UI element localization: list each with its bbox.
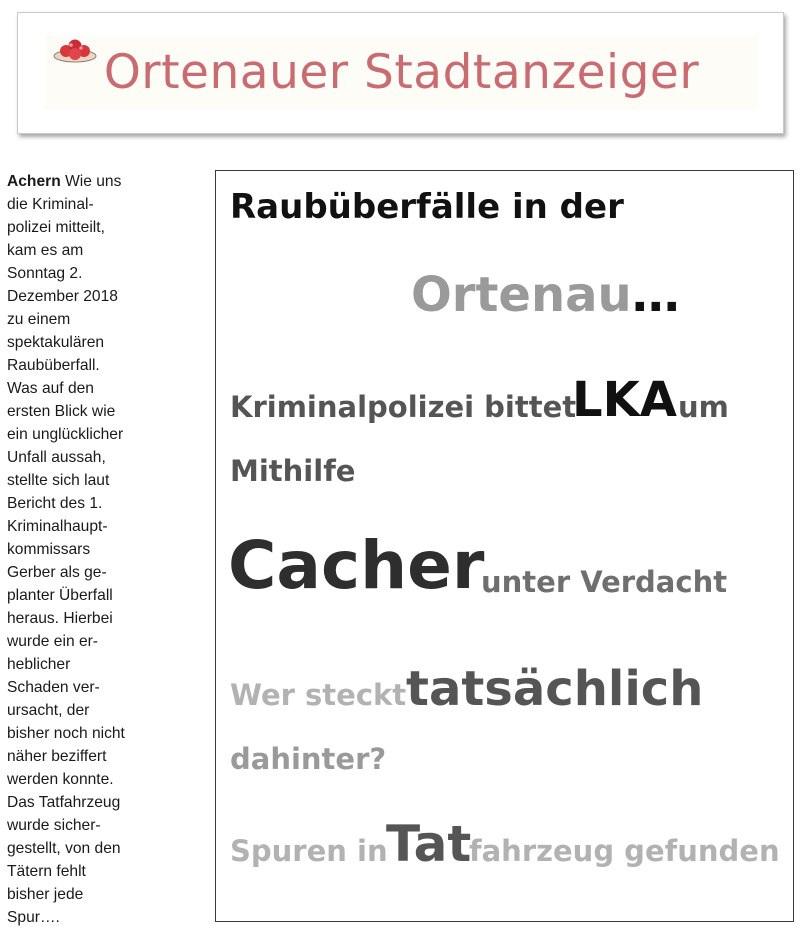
masthead-inner (45, 36, 758, 110)
article-text-line: gestellt, von den (7, 840, 121, 857)
word-mithilfe: Mithilfe (230, 454, 356, 488)
word-unter-verdacht: unter Verdacht (481, 565, 728, 599)
word-ortenau-text: Ortenau (411, 267, 632, 323)
article-body (7, 193, 147, 929)
article-text-line: bisher noch nicht (7, 725, 125, 742)
wordcloud-box (215, 170, 794, 922)
article-text-line: Raubüberfall. (7, 357, 100, 374)
article-text-line: wurde sicher- (7, 817, 101, 834)
article-text-line: Gerber als ge- (7, 564, 107, 581)
article-text-line: Was auf den (7, 380, 94, 397)
word-wer-steckt: Wer steckt (230, 678, 407, 712)
article-text-line: stellte sich laut (7, 472, 110, 489)
article-text-line: Bericht des 1. (7, 495, 103, 512)
article-text-line: kam es am (7, 242, 84, 259)
article-text-line: wurde ein er- (7, 633, 99, 650)
word-ortenau (411, 267, 680, 323)
article-text-line: Kriminalhaupt- (7, 518, 108, 535)
article-text-line: Sonntag 2. (7, 265, 83, 282)
word-kriminalpolizei-bittet: Kriminalpolizei bittet (230, 390, 577, 424)
article-text-line: Tätern fehlt (7, 863, 86, 880)
article-text-line: ein unglücklicher (7, 426, 124, 443)
red-berries-logo-icon (51, 37, 99, 65)
article-text: Wie uns (60, 173, 122, 190)
article-sidebar (7, 170, 147, 929)
word-ellipsis: … (631, 267, 680, 323)
article-text-line: Dezember 2018 (7, 288, 118, 305)
article-text-line: spektakulären (7, 334, 105, 351)
article-text-line: planter Überfall (7, 587, 113, 604)
word-cacher: Cacher (228, 527, 485, 604)
masthead-banner (17, 12, 784, 134)
article-text-line: zu einem (7, 311, 71, 328)
article-text-line: Schaden ver- (7, 679, 100, 696)
article-text-line: die Kriminal- (7, 196, 94, 213)
article-text-line: ersten Blick wie (7, 403, 116, 420)
article-text-line: werden konnte. (7, 771, 114, 788)
article-text-line: kommissars (7, 541, 91, 558)
article-text-line: heblicher (7, 656, 71, 673)
article-text-line: ursacht, der (7, 702, 90, 719)
article-text-line: bisher jede (7, 886, 84, 903)
article-text-line: Unfall aussah, (7, 449, 106, 466)
word-dahinter: dahinter? (230, 742, 387, 776)
article-text-line: heraus. Hierbei (7, 610, 113, 627)
word-um: um (678, 390, 729, 424)
masthead-title: Ortenauer Stadtanzeiger (103, 45, 700, 100)
word-tat: Tat (386, 815, 472, 873)
headline-text: Raubüberfälle in der (230, 187, 624, 227)
word-tatsaechlich: tatsächlich (406, 661, 704, 717)
article-text-line: polizei mitteilt, (7, 219, 105, 236)
word-fahrzeug-gefunden: fahrzeug gefunden (469, 834, 780, 868)
article-text-line: Spur…. (7, 909, 60, 926)
article-text-line: näher beziffert (7, 748, 107, 765)
sidebar-line-0 (7, 170, 147, 193)
article-text-line: Das Tatfahrzeug (7, 794, 121, 811)
article-lead-city: Achern (7, 173, 61, 190)
word-lka: LKA (572, 372, 677, 428)
word-spuren-in: Spuren in (230, 834, 388, 868)
